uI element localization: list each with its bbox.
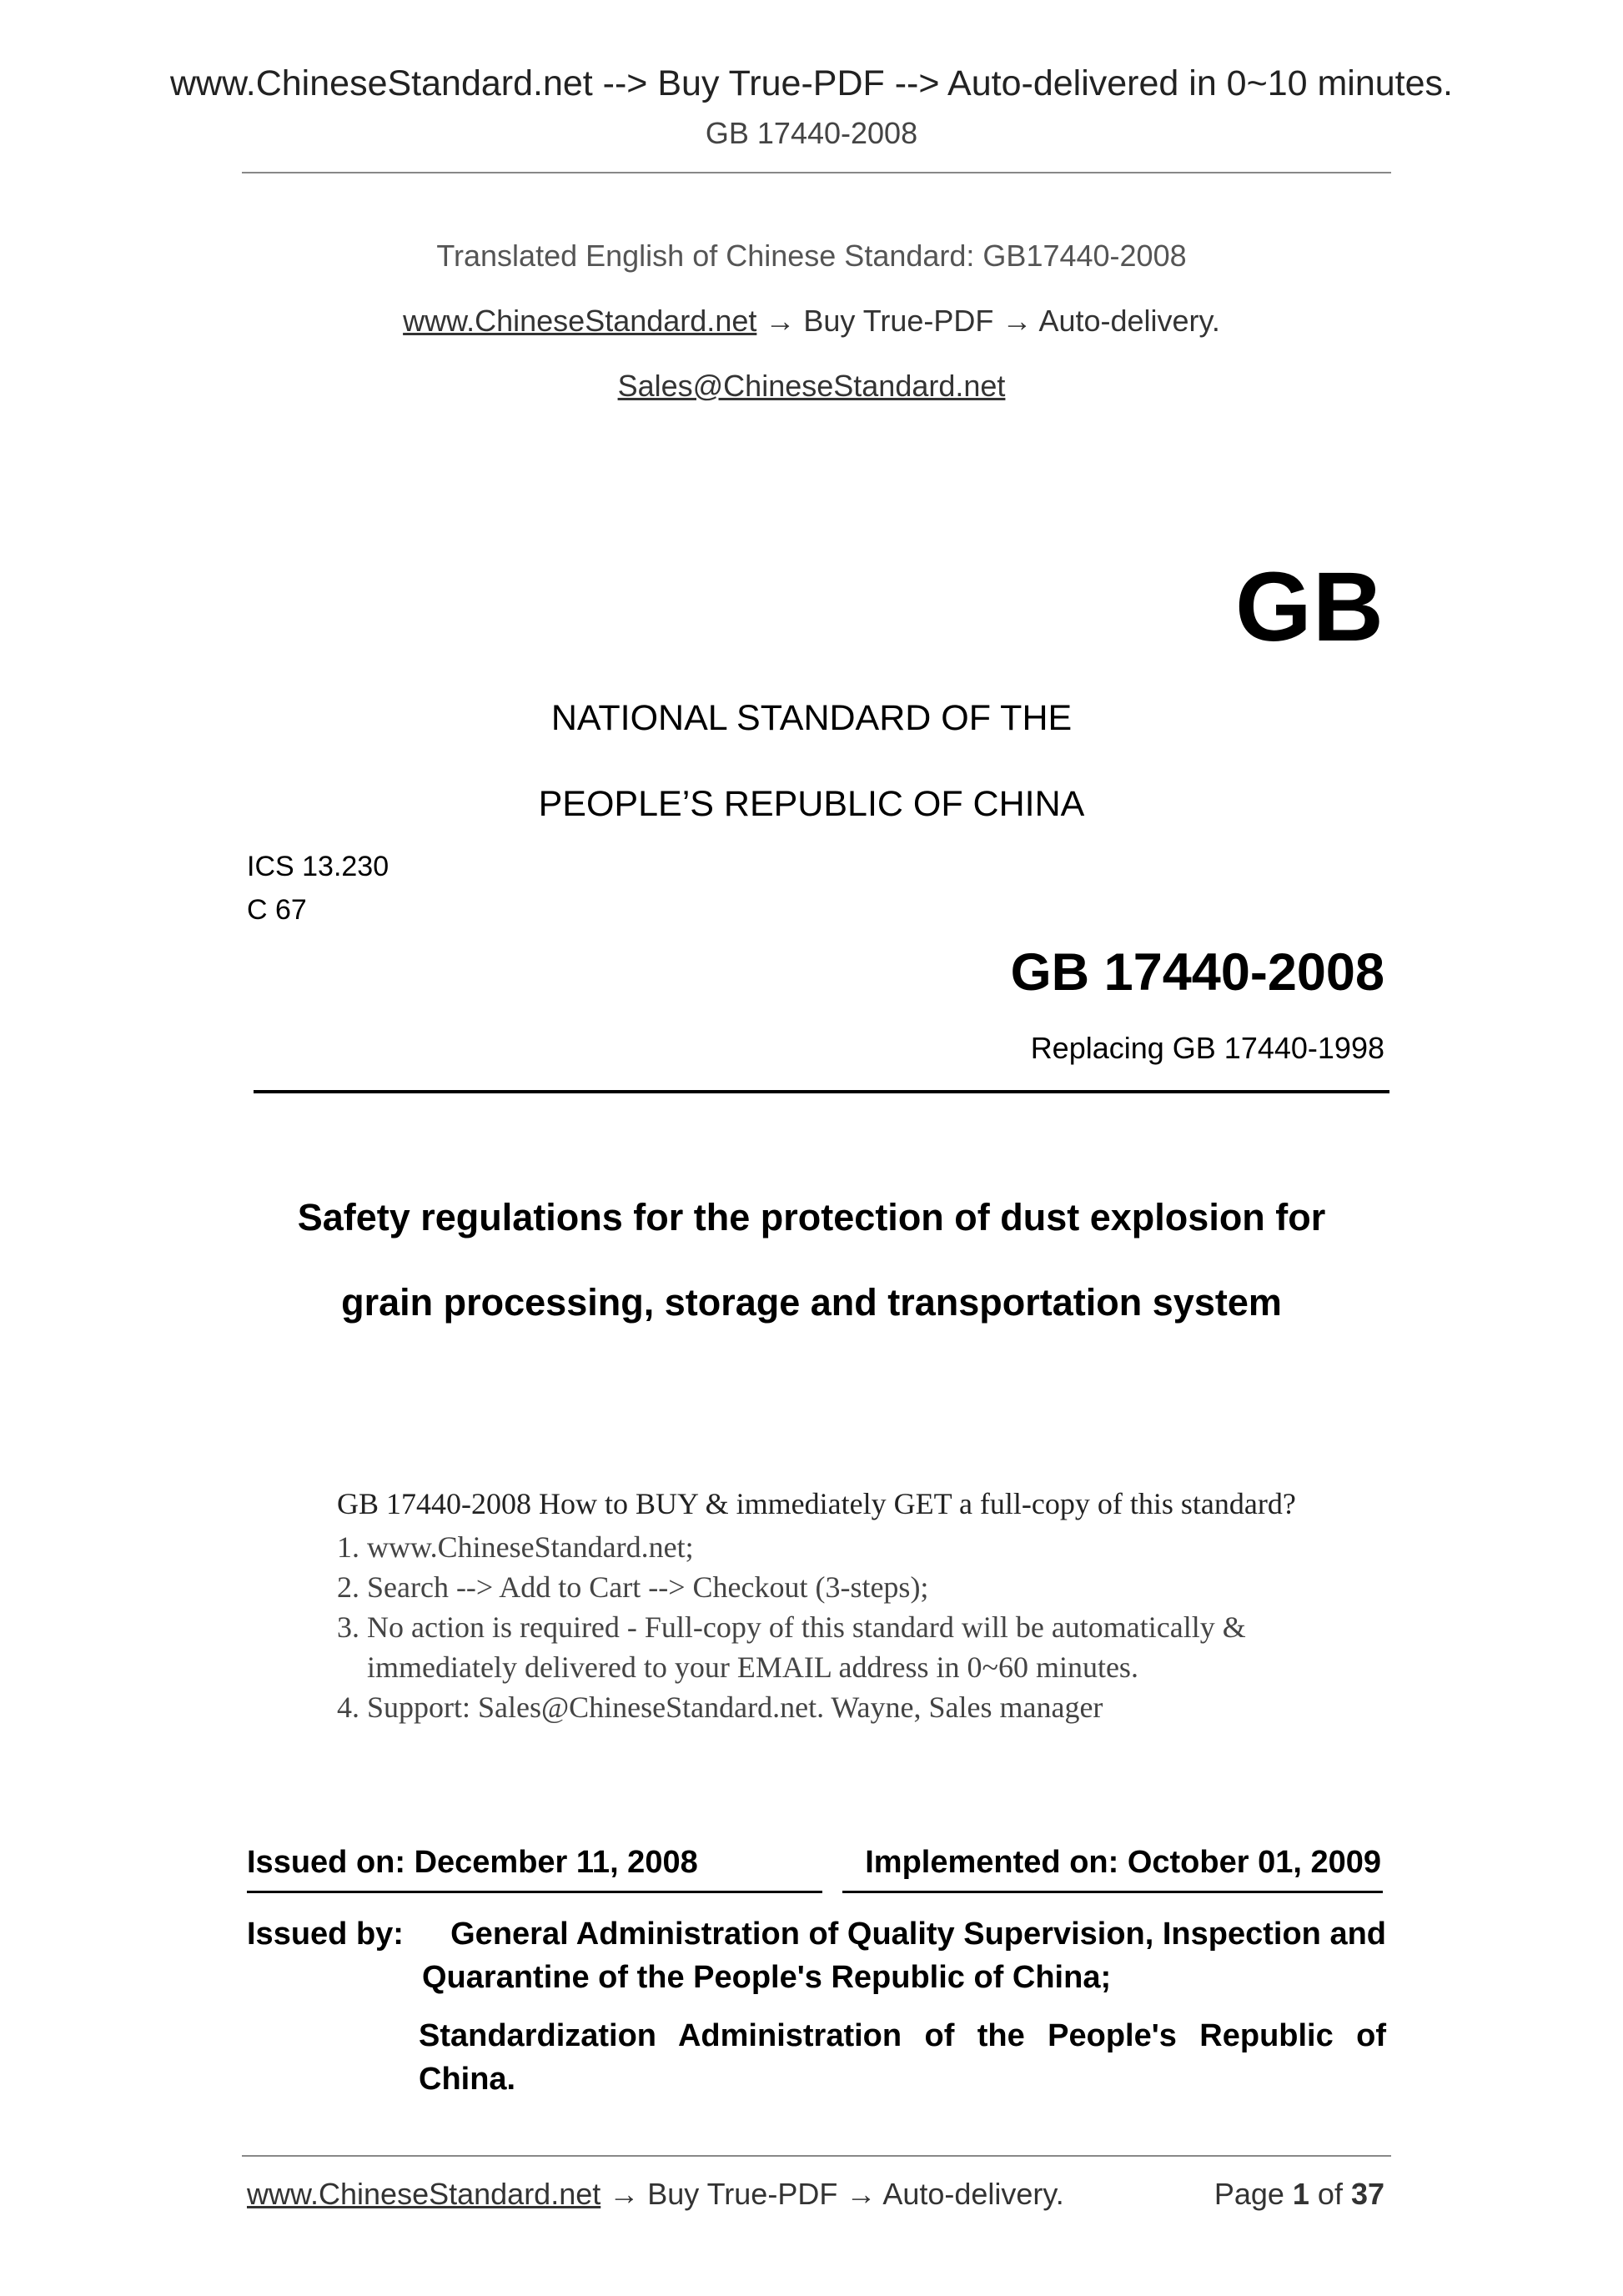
dates-divider-left xyxy=(247,1891,822,1893)
ccs-code: C 67 xyxy=(247,894,307,926)
footer-site-line xyxy=(247,2177,1064,2212)
document-title-line2: grain processing, storage and transportation system xyxy=(341,1281,1282,1324)
page-of: of xyxy=(1309,2177,1351,2211)
page-label: Page xyxy=(1213,2177,1293,2211)
header-divider xyxy=(242,172,1391,173)
translation-line: Translated English of Chinese Standard: GB17440-2008 xyxy=(436,239,1187,273)
header-standard-code: GB 17440-2008 xyxy=(705,116,918,150)
buy-step-1: 1. www.ChineseStandard.net; xyxy=(337,1530,694,1564)
site-suffix: → Buy True-PDF → Auto-delivery. xyxy=(756,304,1220,338)
replacing-line: Replacing GB 17440-1998 xyxy=(1030,1031,1384,1065)
issued-by-label: Issued by: xyxy=(247,1917,404,1952)
page-indicator xyxy=(1214,2177,1384,2212)
issued-date: Issued on: December 11, 2008 xyxy=(247,1845,698,1880)
page-total: 37 xyxy=(1350,2177,1384,2211)
buy-step-2: 2. Search --> Add to Cart --> Checkout (3-steps); xyxy=(337,1570,929,1604)
translation-site-line xyxy=(0,304,1623,339)
footer-site-link[interactable]: www.ChineseStandard.net xyxy=(247,2177,601,2211)
implemented-date: Implemented on: October 01, 2009 xyxy=(865,1845,1381,1880)
dates-divider-right xyxy=(842,1891,1383,1893)
site-link[interactable]: www.ChineseStandard.net xyxy=(403,304,757,338)
issuer-org2-line2: China. xyxy=(419,2062,516,2097)
buy-step-3: 3. No action is required - Full-copy of this standard will be automatically & xyxy=(337,1610,1246,1644)
footer-site-suffix: → Buy True-PDF → Auto-delivery. xyxy=(600,2177,1064,2211)
issuer-org1-line2: Quarantine of the People's Republic of China; xyxy=(422,1960,1112,1995)
buy-heading: GB 17440-2008 How to BUY & immediately GET a full-copy of this standard? xyxy=(337,1487,1296,1520)
document-title-line1: Safety regulations for the protection of dust explosion for xyxy=(297,1196,1326,1238)
ics-code: ICS 13.230 xyxy=(247,851,389,882)
national-standard-line1: NATIONAL STANDARD OF THE xyxy=(550,698,1073,738)
header-banner: www.ChineseStandard.net --> Buy True-PDF --> Auto-delivered in 0~10 minutes. xyxy=(169,63,1453,103)
standard-code: GB 17440-2008 xyxy=(1010,943,1384,1002)
buy-step-3-cont: immediately delivered to your EMAIL address in 0~60 minutes. xyxy=(367,1650,1138,1684)
email-link[interactable]: Sales@ChineseStandard.net xyxy=(617,369,1006,403)
gb-mark: GB xyxy=(1235,552,1384,662)
page-current: 1 xyxy=(1292,2177,1309,2211)
footer-divider xyxy=(242,2155,1391,2157)
issuer-org2-line1: Standardization Administration of the People's Republic of xyxy=(419,2018,1386,2053)
issuer-org1-line1: General Administration of Quality Supervision, Inspection and xyxy=(450,1917,1386,1952)
translation-email-line xyxy=(0,369,1623,404)
buy-step-4: 4. Support: Sales@ChineseStandard.net. Wayne, Sales manager xyxy=(337,1691,1103,1724)
national-standard-line2: PEOPLE’S REPUBLIC OF CHINA xyxy=(538,784,1085,824)
cover-divider xyxy=(254,1090,1389,1093)
